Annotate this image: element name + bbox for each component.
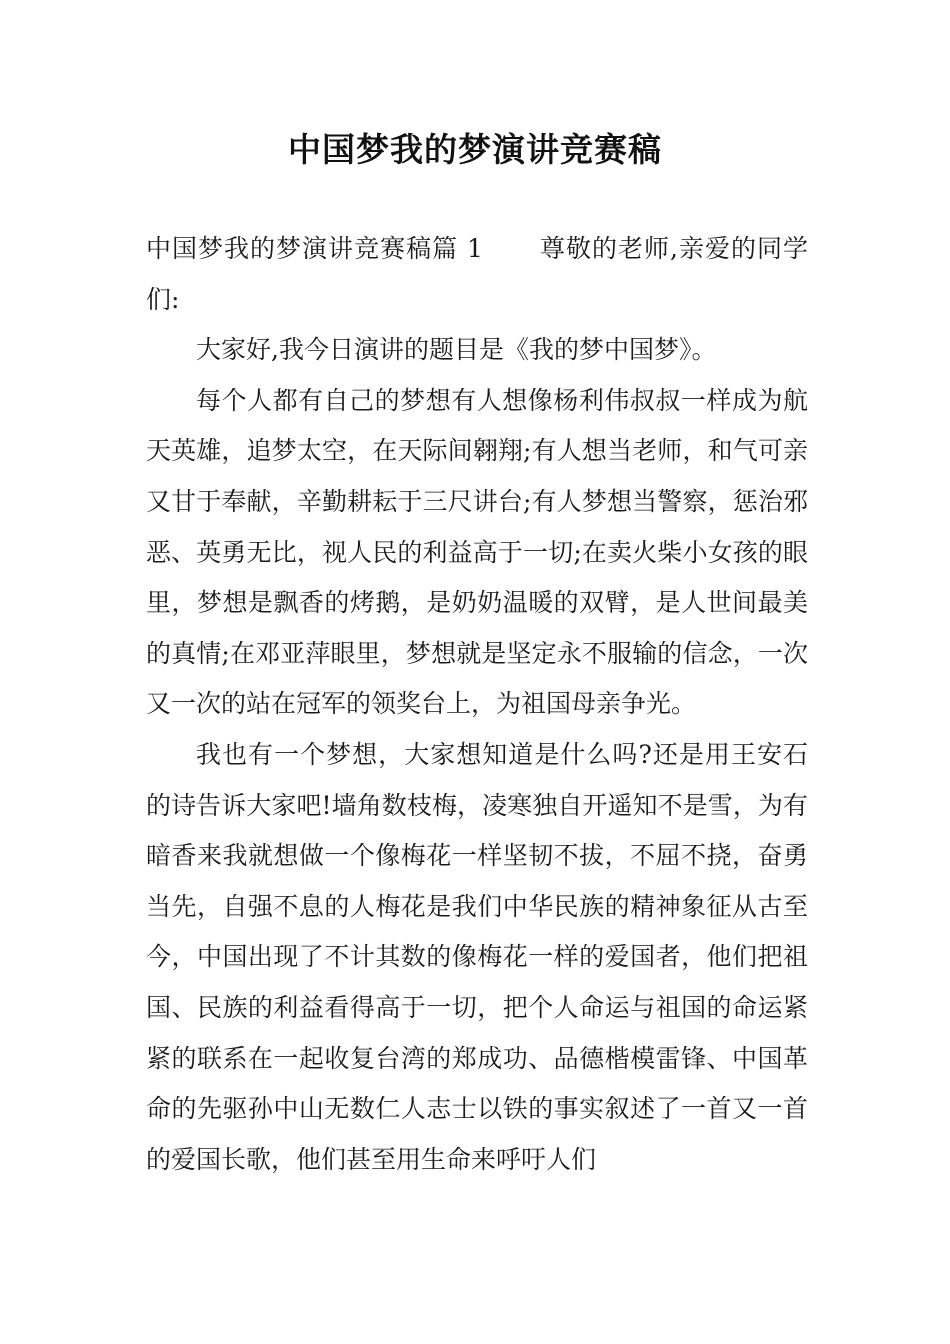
paragraph-1: 大家好,我今日演讲的题目是《我的梦中国梦》。 <box>196 335 717 365</box>
paragraph-2: 每个人都有自己的梦想有人想像杨利伟叔叔一样成为航天英雄，追梦太空，在天际间翱翔;有人想当老师，和气可亲又甘于奉献，辛勤耕耘于三尺讲台;有人梦想当警察，惩治邪恶、英勇无比，视人民的利益高于一切;在卖火柴小女孩的眼里，梦想是飘香的烤鹅，是奶奶温暖的双臂，是人世间最美的真情;在邓亚萍眼里，梦想就是坚定永不服输的信念，一次又一次的站在冠军的领奖台上，为祖国母亲争光。 <box>146 385 808 719</box>
document-body <box>146 224 808 1185</box>
paragraph-3: 我也有一个梦想，大家想知道是什么吗?还是用王安石的诗告诉大家吧!墙角数枝梅，凌寒独自开遥知不是雪，为有暗香来我就想做一个像梅花一样坚韧不拔，不屈不挠，奋勇当先，自强不息的人梅花是我们中华民族的精神象征从古至今，中国出现了不计其数的像梅花一样的爱国者，他们把祖国、民族的利益看得高于一切，把个人命运与祖国的命运紧紧的联系在一起收复台湾的郑成功、品德楷模雷锋、中国革命的先驱孙中山无数仁人志士以铁的事实叙述了一首又一首的爱国长歌，他们甚至用生命来呼吁人们 <box>146 739 808 1174</box>
intro-line <box>146 224 808 325</box>
document-title: 中国梦我的梦演讲竞赛稿 <box>288 130 662 169</box>
salutation: 尊敬的老师,亲爱的同学们: <box>146 234 809 314</box>
intro-heading: 中国梦我的梦演讲竞赛稿篇 1 <box>146 234 483 263</box>
